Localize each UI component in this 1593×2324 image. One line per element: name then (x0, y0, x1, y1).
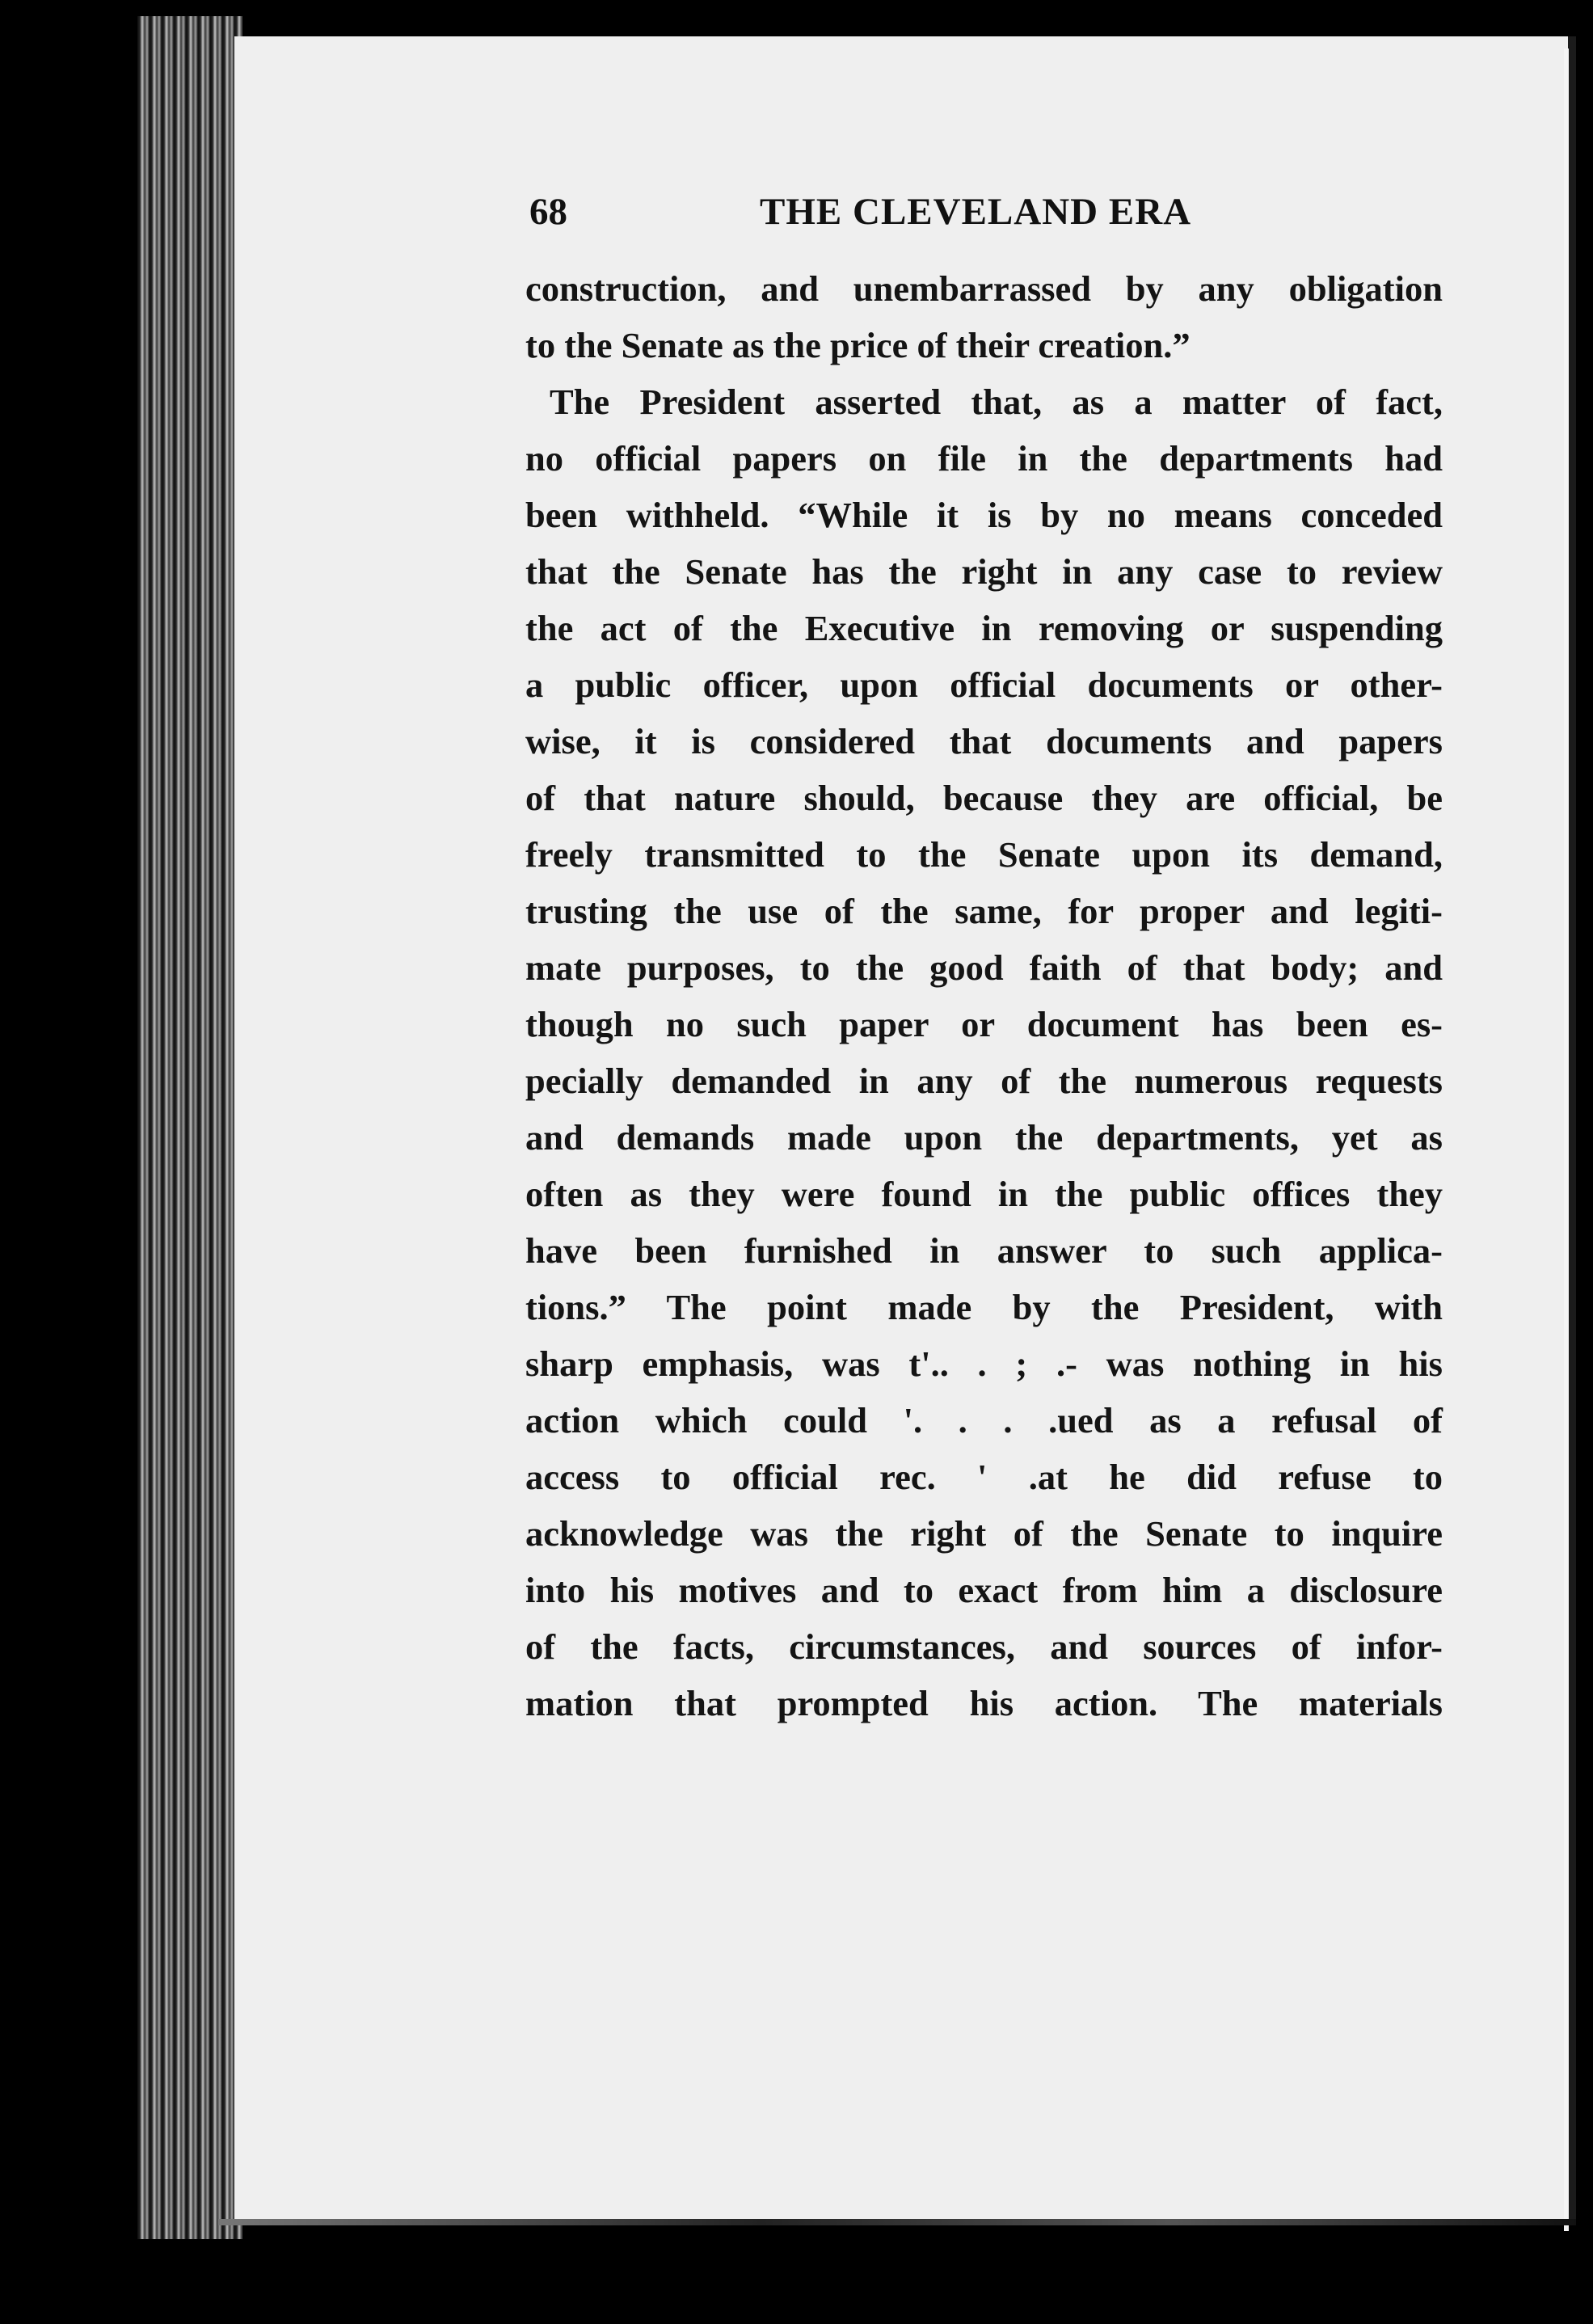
page-number: 68 (529, 191, 567, 233)
text-line: into his motives and to exact from him a disclosure (525, 1570, 1443, 1610)
text-line: no official papers on file in the departments had (525, 438, 1443, 479)
text-line: acknowledge was the right of the Senate to inquire (525, 1513, 1443, 1554)
text-line: that the Senate has the right in any case to review (525, 551, 1443, 592)
text-line: sharp emphasis, was t'.. . ; .- was nothing in his (525, 1343, 1443, 1384)
text-line: a public officer, upon official documents or other- (525, 664, 1443, 705)
text-line: The President asserted that, as a matter of fact, (550, 382, 1443, 422)
text-line: have been furnished in answer to such applica- (525, 1230, 1443, 1271)
text-line: freely transmitted to the Senate upon its demand, (525, 834, 1443, 875)
book-page-edges (137, 16, 242, 2239)
text-line: of that nature should, because they are official, be (525, 778, 1443, 818)
text-line: the act of the Executive in removing or suspending (525, 608, 1443, 648)
text-line: of the facts, circumstances, and sources of infor- (525, 1626, 1443, 1667)
text-line: trusting the use of the same, for proper and legiti- (525, 891, 1443, 931)
text-line: pecially demanded in any of the numerous requests (525, 1061, 1443, 1101)
page-bottom-edge (218, 2219, 1576, 2225)
text-line: construction, and unembarrassed by any obligation (525, 268, 1443, 309)
body-text (525, 260, 1443, 1731)
text-line: been withheld. “While it is by no means conceded (525, 495, 1443, 535)
text-line: access to official rec. ' .at he did refuse to (525, 1457, 1443, 1497)
text-line: to the Senate as the price of their creation.” (525, 325, 1191, 365)
running-head: THE CLEVELAND ERA (760, 191, 1192, 233)
text-line: mate purposes, to the good faith of that body; and (525, 947, 1443, 988)
page-right-edge (1564, 49, 1569, 2231)
text-line: though no such paper or document has been es- (525, 1004, 1443, 1044)
text-line: wise, it is considered that documents and papers (525, 721, 1443, 761)
page-header (529, 190, 1443, 238)
text-line: mation that prompted his action. The materials (525, 1683, 1443, 1723)
text-line: and demands made upon the departments, yet as (525, 1117, 1443, 1158)
text-line: often as they were found in the public offices they (525, 1174, 1443, 1214)
text-line: tions.” The point made by the President, with (525, 1287, 1443, 1327)
text-line: action which could '. . . .ued as a refusal of (525, 1400, 1443, 1440)
